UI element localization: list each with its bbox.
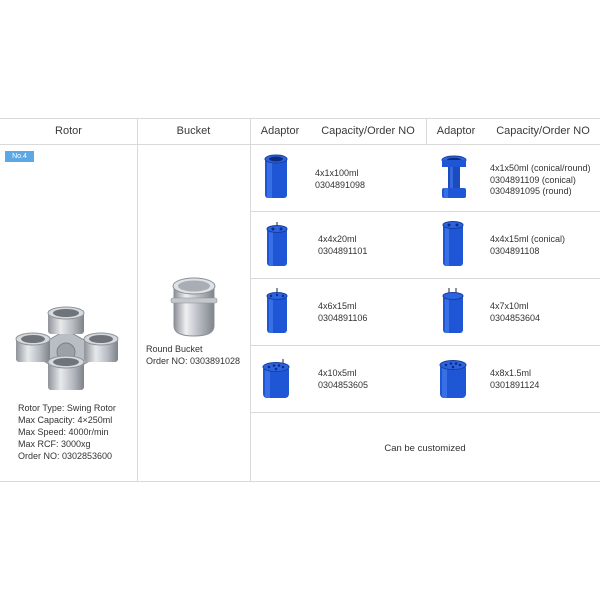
adaptor-6x15ml-image xyxy=(265,287,289,335)
row-divider xyxy=(250,278,600,279)
order-number: 0304891101 xyxy=(318,245,368,256)
header-capacity-left: Capacity/Order NO xyxy=(321,125,415,137)
header-adaptor-right: Adaptor xyxy=(436,125,476,137)
header-capacity-right: Capacity/Order NO xyxy=(496,125,590,137)
order-number: 0304853605 xyxy=(318,379,369,390)
row-divider xyxy=(250,412,600,413)
bucket-name: Round Bucket xyxy=(146,344,203,354)
order-number-conical: 0304891109 (conical) xyxy=(490,174,576,185)
capacity-label: 4x8x1.5ml xyxy=(490,368,532,378)
adaptor-right-3-info xyxy=(490,301,540,324)
order-number: 0304891108 xyxy=(490,245,540,256)
capacity-label: 4x4x20ml xyxy=(318,234,357,244)
swing-rotor-image xyxy=(8,300,126,396)
row-divider xyxy=(250,211,600,212)
adaptor-left-2-info xyxy=(318,234,367,257)
order-number: 0301891124 xyxy=(490,379,540,390)
column-divider xyxy=(250,118,251,481)
capacity-label: 4x1x100ml xyxy=(315,168,359,178)
header-rotor: Rotor xyxy=(55,125,82,137)
adaptor-1x100ml-image xyxy=(263,154,289,200)
order-number: 0304891098 xyxy=(315,179,366,190)
order-number: 0304891106 xyxy=(318,312,368,323)
header-bottom-border xyxy=(0,144,600,145)
adaptor-4x20ml-image xyxy=(265,220,289,268)
adaptor-right-1-info xyxy=(490,163,591,198)
adaptor-10x5ml-image xyxy=(260,358,292,400)
model-badge: No.4 xyxy=(5,151,34,162)
bucket-order-no: Order NO: 0303891028 xyxy=(146,356,241,366)
capacity-label: 4x10x5ml xyxy=(318,368,357,378)
adaptor-left-3-info xyxy=(318,301,367,324)
order-number-round: 0304891095 (round) xyxy=(490,186,572,196)
column-divider xyxy=(137,118,138,481)
capacity-label: 4x7x10ml xyxy=(490,301,529,311)
header-adaptor-left: Adaptor xyxy=(260,125,300,137)
capacity-label: 4x6x15ml xyxy=(318,301,357,311)
adaptor-1x50ml-image xyxy=(438,154,470,200)
rotor-max-rcf: Max RCF: 3000xg xyxy=(18,439,91,449)
capacity-label: 4x4x15ml (conical) xyxy=(490,234,566,244)
rotor-order-no: Order NO: 0302853600 xyxy=(18,451,113,461)
row-divider xyxy=(250,345,600,346)
rotor-type: Rotor Type: Swing Rotor xyxy=(18,403,116,413)
adaptor-4x15ml-image xyxy=(441,220,465,268)
order-number: 0304853604 xyxy=(490,312,541,323)
adaptor-right-4-info xyxy=(490,368,539,391)
capacity-label: 4x1x50ml (conical/round) xyxy=(490,163,591,173)
adaptor-7x10ml-image xyxy=(440,287,466,335)
rotor-specs xyxy=(18,402,116,462)
rotor-max-speed: Max Speed: 4000r/min xyxy=(18,427,109,437)
adaptor-left-1-info xyxy=(315,168,365,191)
table-bottom-border xyxy=(0,481,600,482)
round-bucket-image xyxy=(166,274,222,338)
header-bucket: Bucket xyxy=(176,125,211,137)
rotor-max-capacity: Max Capacity: 4×250ml xyxy=(18,415,113,425)
bucket-info xyxy=(146,343,240,367)
adaptor-right-2-info xyxy=(490,234,565,257)
adaptor-8x1.5ml-image xyxy=(437,358,469,400)
adaptor-left-4-info xyxy=(318,368,368,391)
customization-note: Can be customized xyxy=(384,443,466,454)
